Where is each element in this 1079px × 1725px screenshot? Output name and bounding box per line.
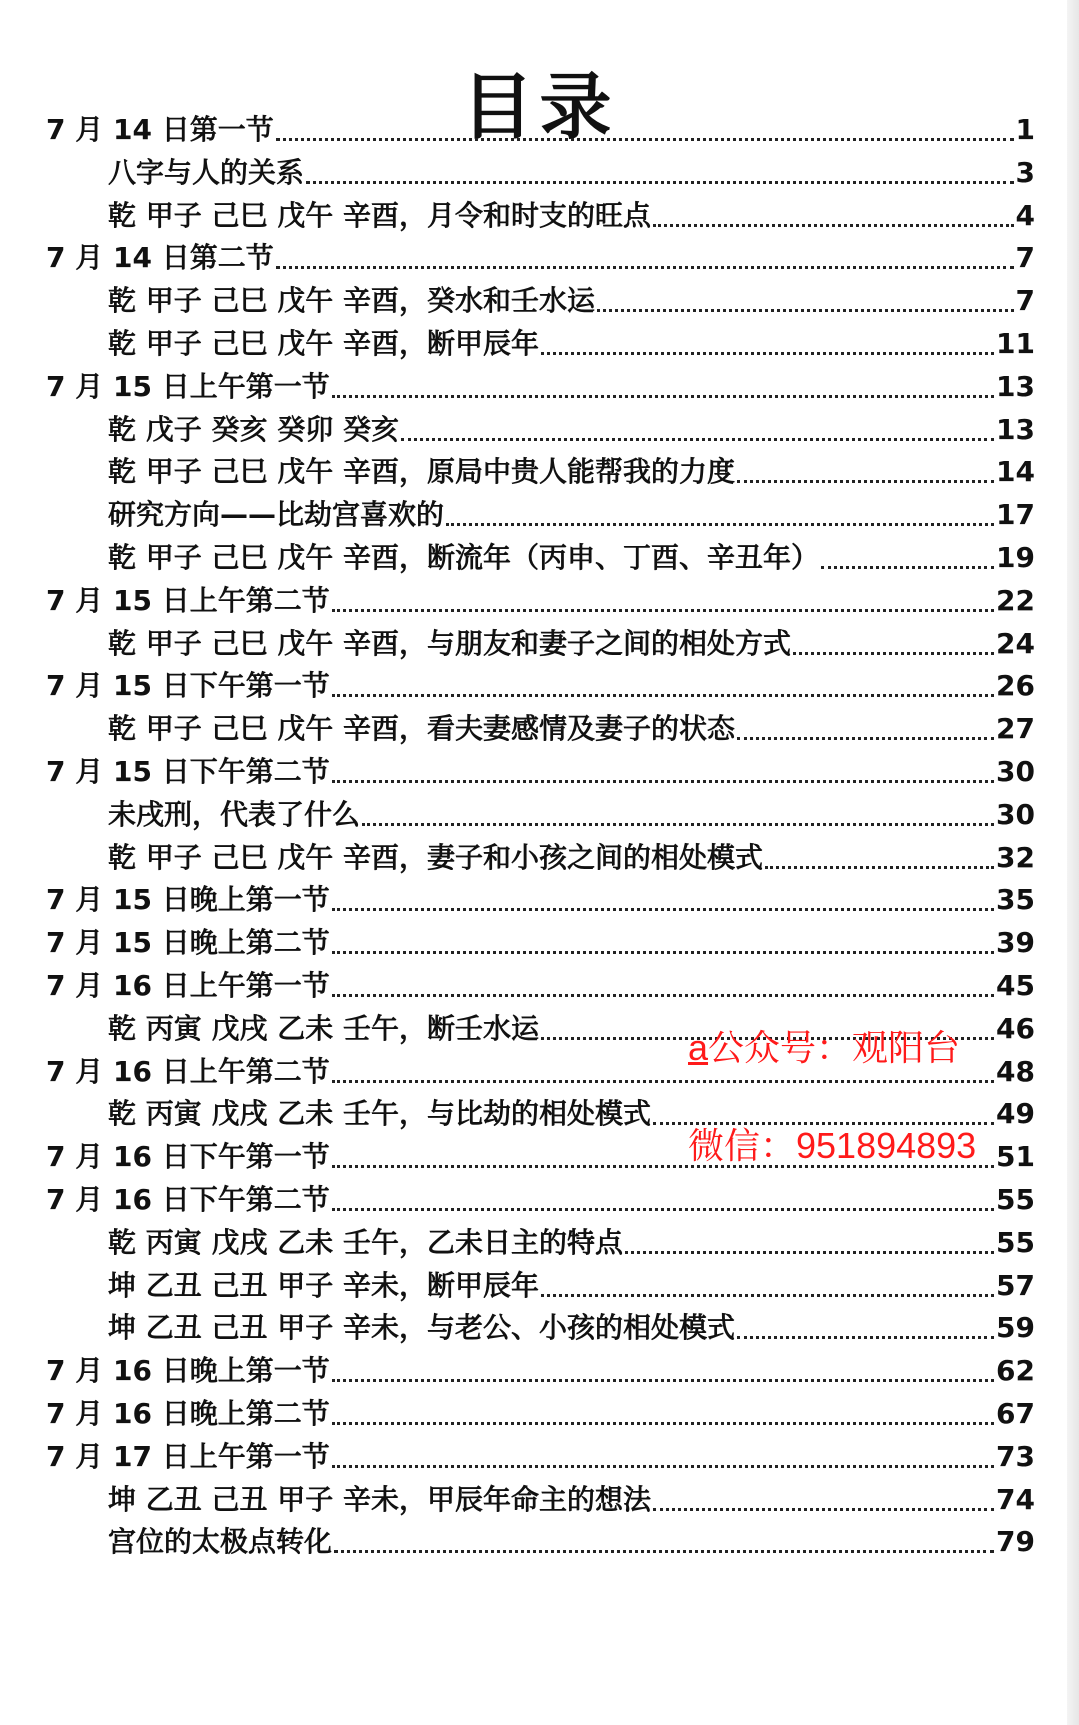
toc-page-number: 51	[996, 1140, 1035, 1174]
toc-entry-label: 乾 甲子 己巳 戊午 辛酉，癸水和壬水运	[108, 284, 595, 318]
toc-page-number: 11	[996, 327, 1035, 360]
toc-subsection[interactable]	[108, 279, 1035, 319]
toc-section[interactable]	[46, 664, 1035, 704]
toc-subsection[interactable]	[108, 622, 1035, 662]
toc-page-number: 73	[996, 1439, 1035, 1473]
dot-leader	[332, 694, 994, 697]
toc-entry-label: 7 月 16 日下午第二节	[46, 1183, 330, 1216]
toc-page-number: 79	[996, 1525, 1035, 1559]
watermark-official-account	[688, 1020, 960, 1071]
dot-leader	[821, 566, 994, 569]
toc-entry-label: 乾 甲子 己巳 戊午 辛酉，断流年（丙申、丁酉、辛丑年）	[108, 541, 819, 574]
watermark-official-account-text: 公众号：观阳台	[708, 1027, 961, 1068]
toc-page-number: 14	[996, 455, 1035, 489]
toc-entry-label: 7 月 15 日晚上第二节	[46, 926, 330, 960]
toc-page-number: 19	[996, 541, 1035, 574]
toc-entry-label: 7 月 16 日上午第一节	[46, 969, 330, 1002]
dot-leader	[765, 866, 994, 869]
toc-entry-label: 7 月 15 日上午第一节	[46, 369, 330, 403]
dot-leader	[737, 480, 994, 483]
toc-page-number: 74	[996, 1482, 1035, 1516]
dot-leader	[332, 1208, 994, 1211]
toc-subsection[interactable]	[108, 1221, 1035, 1261]
toc-entry-label: 研究方向——比劫宫喜欢的	[108, 498, 445, 532]
toc-entry-label: 7 月 16 日晚上第一节	[46, 1354, 330, 1388]
toc-page-number: 24	[996, 626, 1035, 660]
toc-entry-label: 7 月 14 日第二节	[46, 241, 274, 275]
toc-entry-label: 乾 丙寅 戊戌 乙未 壬午，乙未日主的特点	[108, 1225, 623, 1259]
dot-leader	[541, 352, 994, 355]
dot-leader	[332, 1379, 994, 1382]
watermark-wechat: 微信：951894893	[688, 1125, 977, 1166]
toc-entry-label: 7 月 15 日晚上第一节	[46, 883, 330, 917]
page-title: 目录	[461, 65, 618, 150]
dot-leader	[362, 823, 994, 826]
toc-section[interactable]	[46, 750, 1035, 790]
dot-leader	[306, 181, 1014, 184]
toc-entry-label: 乾 丙寅 戊戌 乙未 壬午，与比劫的相处模式	[108, 1097, 651, 1131]
dot-leader	[597, 309, 1014, 312]
dot-leader	[332, 951, 994, 954]
toc-page-number: 13	[996, 369, 1035, 403]
toc-entry-label: 乾 甲子 己巳 戊午 辛酉，断甲辰年	[108, 327, 539, 360]
dot-leader	[653, 1508, 994, 1511]
dot-leader	[332, 395, 994, 398]
dot-leader	[401, 438, 994, 441]
toc-page-number: 55	[996, 1183, 1035, 1216]
toc-entry-label: 乾 甲子 己巳 戊午 辛酉，原局中贵人能帮我的力度	[108, 455, 735, 489]
toc-subsection[interactable]	[108, 194, 1035, 234]
toc-page-number: 49	[996, 1097, 1035, 1131]
dot-leader	[276, 266, 1014, 269]
watermark-prefix: a	[688, 1027, 709, 1068]
dot-leader	[276, 138, 1014, 141]
toc-page-number: 62	[996, 1354, 1035, 1388]
toc-page-number: 17	[996, 498, 1035, 532]
toc-section[interactable]	[46, 878, 1035, 918]
toc-entry-label: 7 月 15 日下午第二节	[46, 755, 330, 788]
toc-page-number: 57	[996, 1268, 1035, 1302]
toc-page-number: 26	[996, 669, 1035, 703]
toc-subsection[interactable]	[108, 707, 1035, 747]
toc-subsection[interactable]	[108, 793, 1035, 833]
toc-page-number: 35	[996, 883, 1035, 917]
dot-leader	[332, 1465, 994, 1468]
dot-leader	[625, 1251, 994, 1254]
dot-leader	[793, 652, 994, 655]
dot-leader	[332, 1080, 994, 1083]
toc-entry-label: 宫位的太极点转化	[108, 1525, 333, 1559]
toc-entry-label: 乾 甲子 己巳 戊午 辛酉，看夫妻感情及妻子的状态	[108, 712, 735, 746]
toc-subsection[interactable]	[108, 836, 1035, 876]
toc-subsection[interactable]	[108, 493, 1035, 533]
toc-page-number: 27	[996, 712, 1035, 746]
toc-entry-label: 乾 戊子 癸亥 癸卯 癸亥	[108, 412, 399, 446]
toc-entry-label: 7 月 15 日下午第一节	[46, 669, 330, 703]
toc-entry-label: 八字与人的关系	[108, 155, 305, 189]
toc-subsection[interactable]	[108, 1520, 1035, 1560]
dot-leader	[446, 523, 994, 526]
toc-page-number: 55	[996, 1225, 1035, 1259]
toc-page-number: 39	[996, 926, 1035, 960]
dot-leader	[737, 737, 994, 740]
toc-subsection[interactable]	[108, 1306, 1035, 1346]
toc-page-number: 30	[996, 797, 1035, 831]
toc-subsection[interactable]	[108, 408, 1035, 448]
toc-entry-label: 乾 甲子 己巳 戊午 辛酉，与朋友和妻子之间的相处方式	[108, 626, 791, 660]
toc-page-number: 46	[996, 1011, 1035, 1045]
toc-entry-label: 7 月 17 日上午第一节	[46, 1439, 330, 1473]
toc-page-number: 1	[1015, 113, 1035, 146]
toc-subsection[interactable]	[108, 536, 1035, 576]
dot-leader	[332, 780, 994, 783]
toc-page-number: 13	[996, 412, 1035, 446]
toc-entry-label: 乾 甲子 己巳 戊午 辛酉，妻子和小孩之间的相处模式	[108, 840, 763, 874]
toc-section[interactable]	[46, 1178, 1035, 1218]
toc-section[interactable]	[46, 964, 1035, 1004]
toc-entry-label: 7 月 16 日晚上第二节	[46, 1397, 330, 1430]
toc-section[interactable]	[46, 1435, 1035, 1475]
toc-section[interactable]	[46, 921, 1035, 961]
dot-leader	[332, 609, 994, 612]
toc-entry-label: 坤 乙丑 己丑 甲子 辛未，断甲辰年	[108, 1268, 539, 1302]
toc-entry-label: 乾 甲子 己巳 戊午 辛酉，月令和时支的旺点	[108, 198, 651, 232]
toc-page-number: 3	[1015, 155, 1035, 189]
toc-subsection[interactable]	[108, 1478, 1035, 1518]
dot-leader	[334, 1550, 994, 1553]
toc-entry-label: 未戌刑，代表了什么	[108, 797, 361, 831]
toc-section[interactable]	[46, 108, 1035, 148]
toc-section[interactable]	[46, 579, 1035, 619]
dot-leader	[332, 908, 994, 911]
dot-leader	[332, 1422, 994, 1425]
toc-subsection[interactable]	[108, 1264, 1035, 1304]
toc-subsection[interactable]	[108, 322, 1035, 362]
toc-section[interactable]	[46, 1392, 1035, 1432]
toc-page-number: 67	[996, 1397, 1035, 1430]
toc-entry-label: 7 月 14 日第一节	[46, 113, 274, 146]
toc-section[interactable]	[46, 236, 1035, 276]
toc-entry-label: 乾 丙寅 戊戌 乙未 壬午，断壬水运	[108, 1011, 539, 1045]
toc-page-number: 4	[1015, 198, 1035, 232]
toc-entry-label: 坤 乙丑 己丑 甲子 辛未，与老公、小孩的相处模式	[108, 1311, 735, 1345]
toc-page-number: 48	[996, 1054, 1035, 1088]
toc-section[interactable]	[46, 365, 1035, 405]
dot-leader	[653, 224, 1014, 227]
toc-entry-label: 坤 乙丑 己丑 甲子 辛未，甲辰年命主的想法	[108, 1482, 651, 1516]
toc-page-number: 7	[1015, 284, 1035, 318]
toc-page-number: 32	[996, 840, 1035, 874]
dot-leader	[541, 1294, 994, 1297]
toc-entry-label: 7 月 15 日上午第二节	[46, 583, 330, 617]
toc-subsection[interactable]	[108, 151, 1035, 191]
toc-page-number: 59	[996, 1311, 1035, 1345]
toc-subsection[interactable]	[108, 450, 1035, 490]
toc-page-number: 22	[996, 583, 1035, 617]
toc-page-number: 45	[996, 969, 1035, 1002]
toc-section[interactable]	[46, 1349, 1035, 1389]
page-edge-shadow	[1067, 0, 1079, 1725]
toc-page-number: 7	[1015, 241, 1035, 275]
toc-page-number: 30	[996, 755, 1035, 788]
toc-entry-label: 7 月 16 日上午第二节	[46, 1054, 330, 1088]
toc-entry-label: 7 月 16 日下午第一节	[46, 1140, 330, 1174]
dot-leader	[737, 1336, 994, 1339]
dot-leader	[332, 994, 994, 997]
